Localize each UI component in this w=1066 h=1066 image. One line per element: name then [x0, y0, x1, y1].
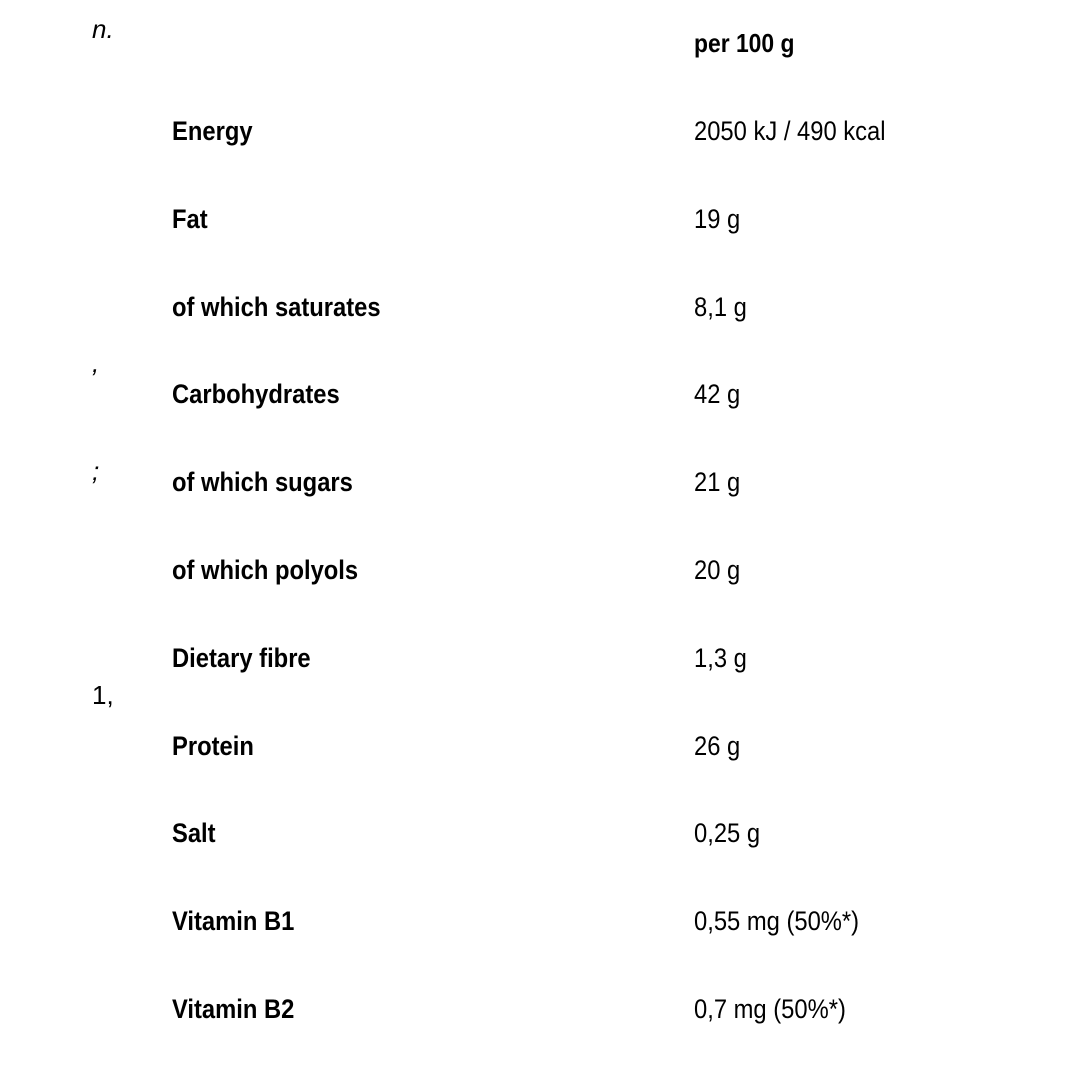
- nutrient-value-fat: 19 g: [694, 203, 741, 234]
- nutrient-value-vitamin-b2: 0,7 mg (50%*): [694, 993, 846, 1024]
- nutrient-value-protein: 26 g: [694, 730, 741, 761]
- nutrient-label-polyols: of which polyols: [172, 554, 359, 585]
- table-row: [0, 439, 1066, 527]
- table-row: [0, 264, 1066, 352]
- table-row: [0, 88, 1066, 176]
- table-row: [0, 703, 1066, 791]
- nutrient-value-dietary-fibre: 1,3 g: [694, 642, 747, 673]
- table-row: [0, 966, 1066, 1054]
- table-row: [0, 527, 1066, 615]
- margin-fragment: n.: [92, 14, 114, 44]
- nutrient-label-dietary-fibre: Dietary fibre: [172, 642, 311, 673]
- nutrient-value-saturates: 8,1 g: [694, 291, 747, 322]
- table-row: [0, 615, 1066, 703]
- table-row: [0, 878, 1066, 966]
- nutrient-label-saturates: of which saturates: [172, 291, 381, 322]
- table-row: [0, 790, 1066, 878]
- per-100g-column-header: per 100 g: [694, 28, 795, 58]
- nutrient-value-energy: 2050 kJ / 490 kcal: [694, 116, 886, 146]
- table-row: [0, 348, 1066, 439]
- nutrient-value-polyols: 20 g: [694, 554, 741, 585]
- margin-fragment: ,: [92, 348, 100, 378]
- nutrient-label-fat: Fat: [172, 203, 208, 234]
- nutrient-label-sugars: of which sugars: [172, 467, 353, 498]
- table-row: [0, 176, 1066, 264]
- nutrient-value-sugars: 21 g: [694, 467, 741, 498]
- nutrient-label-protein: Protein: [172, 730, 254, 761]
- margin-fragment: ;: [92, 456, 100, 486]
- margin-fragment: 1,: [92, 680, 114, 710]
- nutrient-value-salt: 0,25 g: [694, 818, 761, 849]
- nutrient-label-carbohydrates: Carbohydrates: [172, 379, 340, 410]
- nutrient-value-vitamin-b1: 0,55 mg (50%*): [694, 906, 860, 937]
- nutrient-label-vitamin-b1: Vitamin B1: [172, 906, 295, 937]
- nutrient-label-vitamin-b2: Vitamin B2: [172, 993, 295, 1024]
- nutrient-label-energy: Energy: [172, 116, 253, 146]
- nutrient-value-carbohydrates: 42 g: [694, 379, 741, 410]
- nutrient-label-salt: Salt: [172, 818, 216, 849]
- nutrition-table: [0, 88, 1066, 1054]
